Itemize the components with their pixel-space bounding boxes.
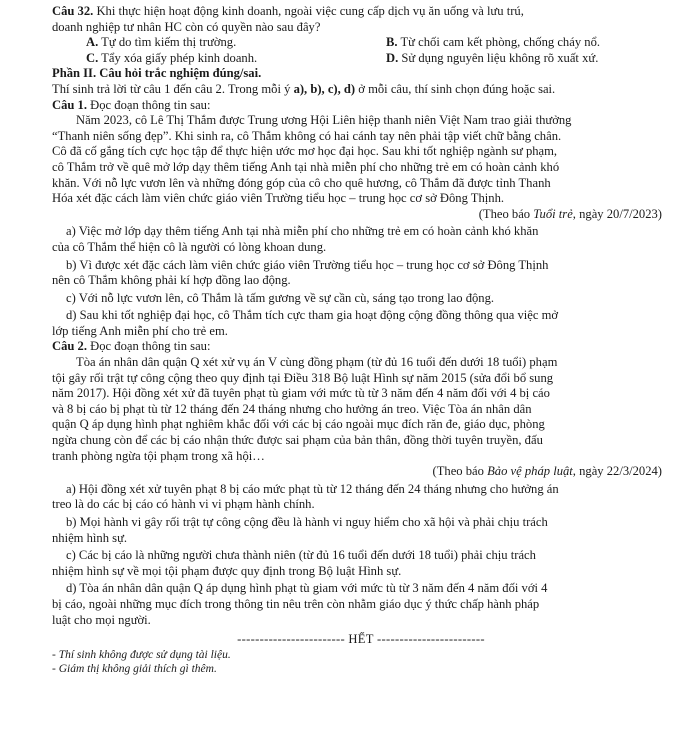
option-d: D. Sử dụng nguyên liệu không rõ xuất xứ. <box>386 50 599 65</box>
option-a: A. Tự do tìm kiếm thị trường. <box>86 35 237 50</box>
passage-line: Tòa án nhân dân quận Q xét xử vụ án V cùng đồng phạm (từ đủ 16 tuổi đến dưới 18 tuổi) phạm <box>76 355 558 370</box>
passage-line: Cô đã cố gắng tích cực học tập để thực hiện ước mơ học đại học. Sau khi tốt nghiệp ngành sư phạm, <box>52 144 558 159</box>
passage-line: cô Thắm trở về quê mở lớp dạy thêm tiếng Anh tại nhà miễn phí cho những trẻ em có hoàn cảnh khó <box>52 159 560 174</box>
end-marker: ------------------------ HẾT ------------------------ <box>237 632 485 647</box>
statement-c: c) Các bị cáo là những người chưa thành niên (từ đủ 16 tuổi đến dưới 18 tuổi) phải chịu trách nhiệm hình sự về mọi tội phạm được quy định trong Bộ luật Hình sự. <box>52 548 536 578</box>
statement-a: a) Hội đồng xét xử tuyên phạt 8 bị cáo mức phạt tù từ 12 tháng đến 24 tháng nhưng cho hưởng án treo là do các bị cáo có hành vi vi phạm hành chính. <box>52 481 559 512</box>
footer-note: - Thí sinh không được sử dụng tài liệu. <box>52 648 231 661</box>
question-32-options <box>52 35 670 66</box>
question-1-intro: Câu 1. Đọc đoạn thông tin sau: <box>52 97 211 112</box>
part-2-heading: Phần II. Câu hỏi trắc nghiệm đúng/sai. <box>52 66 262 81</box>
option-b: B. Từ chối cam kết phòng, chống cháy nổ. <box>386 35 601 50</box>
question-32-stem: Câu 32. Khi thực hiện hoạt động kinh doanh, ngoài việc cung cấp dịch vụ ăn uống và lưu trú, <box>52 4 524 18</box>
question-32 <box>52 4 670 66</box>
passage-line: Năm 2023, cô Lê Thị Thắm được Trung ương Hội Liên hiệp thanh niên Việt Nam trao giải thưởng <box>76 113 572 128</box>
footer-note: - Giám thị không giải thích gì thêm. <box>52 662 217 675</box>
passage-line: Hóa xét đặc cách làm viên chức giáo viên Trường tiểu học – trung học cơ sở Đông Thịnh. <box>52 191 505 206</box>
statement-b: b) Vì được xét đặc cách làm viên chức giáo viên Trường tiểu học – trung học cơ sở Đông Thịnh nên cô Thắm không phải kí hợp đồng lao động. <box>52 257 549 288</box>
question-number: Câu 32. <box>52 4 94 18</box>
statement-b: b) Mọi hành vi gây rối trật tự công cộng đều là hành vi nguy hiểm cho xã hội và phải chịu trách nhiệm hình sự. <box>52 515 548 545</box>
option-c: C. Tẩy xóa giấy phép kinh doanh. <box>86 50 258 65</box>
question-2-intro: Câu 2. Đọc đoạn thông tin sau: <box>52 339 211 354</box>
statement-d: d) Tòa án nhân dân quận Q áp dụng hình phạt tù giam với mức tù từ 3 năm đến 4 năm đối với 4 bị cáo, ngoài những mục đích trong thông tin nêu trên còn nhằm giáo dục ý thức chấp hành pháp luật cho mọi người. <box>52 581 548 627</box>
passage-line: khăn. Với nỗ lực vươn lên và những đóng góp của cô cho quê hương, cô Thắm đã được tỉnh Thanh <box>52 175 551 190</box>
passage-line: tranh phòng ngừa tội phạm trong xã hội… <box>52 448 265 463</box>
statement-d: d) Sau khi tốt nghiệp đại học, cô Thắm tích cực tham gia hoạt động cộng đồng thông qua việc mở lớp tiếng Anh miễn phí cho trẻ em. <box>52 308 559 338</box>
question-2 <box>52 339 670 628</box>
statement-a: a) Việc mở lớp dạy thêm tiếng Anh tại nhà miễn phí cho những trẻ em có hoàn cảnh khó khăn của cô Thắm thể hiện cô là người có lòng khoan dung. <box>52 224 539 254</box>
question-2-passage <box>52 355 670 464</box>
passage-line: ngừa chung còn để các bị cáo nhận thức được sai phạm của bản thân, đồng thời tuyên truyền, đấu <box>52 433 543 448</box>
part-2-instructions: Thí sinh trả lời từ câu 1 đến câu 2. Trong mỗi ý a), b), c), d) ở mỗi câu, thí sinh chọn đúng hoặc sai. <box>52 81 556 96</box>
question-1-passage <box>52 113 670 207</box>
passage-line: và 8 bị cáo bị phạt tù từ 12 tháng đến 24 tháng nhưng cho hưởng án treo. Việc Tòa án nhân dân <box>52 401 532 416</box>
passage-line: “Thanh niên sống đẹp”. Khi sinh ra, cô Thắm không có hai cánh tay nên phải tập viết chữ bằng chân. <box>52 128 562 143</box>
source-citation: (Theo báo Tuổi trẻ, ngày 20/7/2023) <box>478 206 662 221</box>
question-1 <box>52 98 670 340</box>
question-32-stem-cont: doanh nghiệp tư nhân HC còn có quyền nào sau đây? <box>52 19 321 34</box>
source-citation: (Theo báo Bảo vệ pháp luật, ngày 22/3/2024) <box>432 464 662 479</box>
passage-line: quận Q áp dụng hình phạt nghiêm khắc đối với các bị cáo ngoài mục đích răn đe, giáo dục, phòng <box>52 417 545 432</box>
passage-line: tội gây rối trật tự công cộng theo quy định tại Điều 318 Bộ luật Hình sự năm 2015 (sửa đổi bổ sung <box>52 370 554 385</box>
passage-line: năm 2017). Hội đồng xét xử đã tuyên phạt tù giam với mức tù từ 3 năm đến 4 năm đối với 4 bị cáo <box>52 386 550 401</box>
statement-c: c) Với nỗ lực vươn lên, cô Thắm là tấm gương về sự cần cù, sáng tạo trong lao động. <box>66 290 495 305</box>
